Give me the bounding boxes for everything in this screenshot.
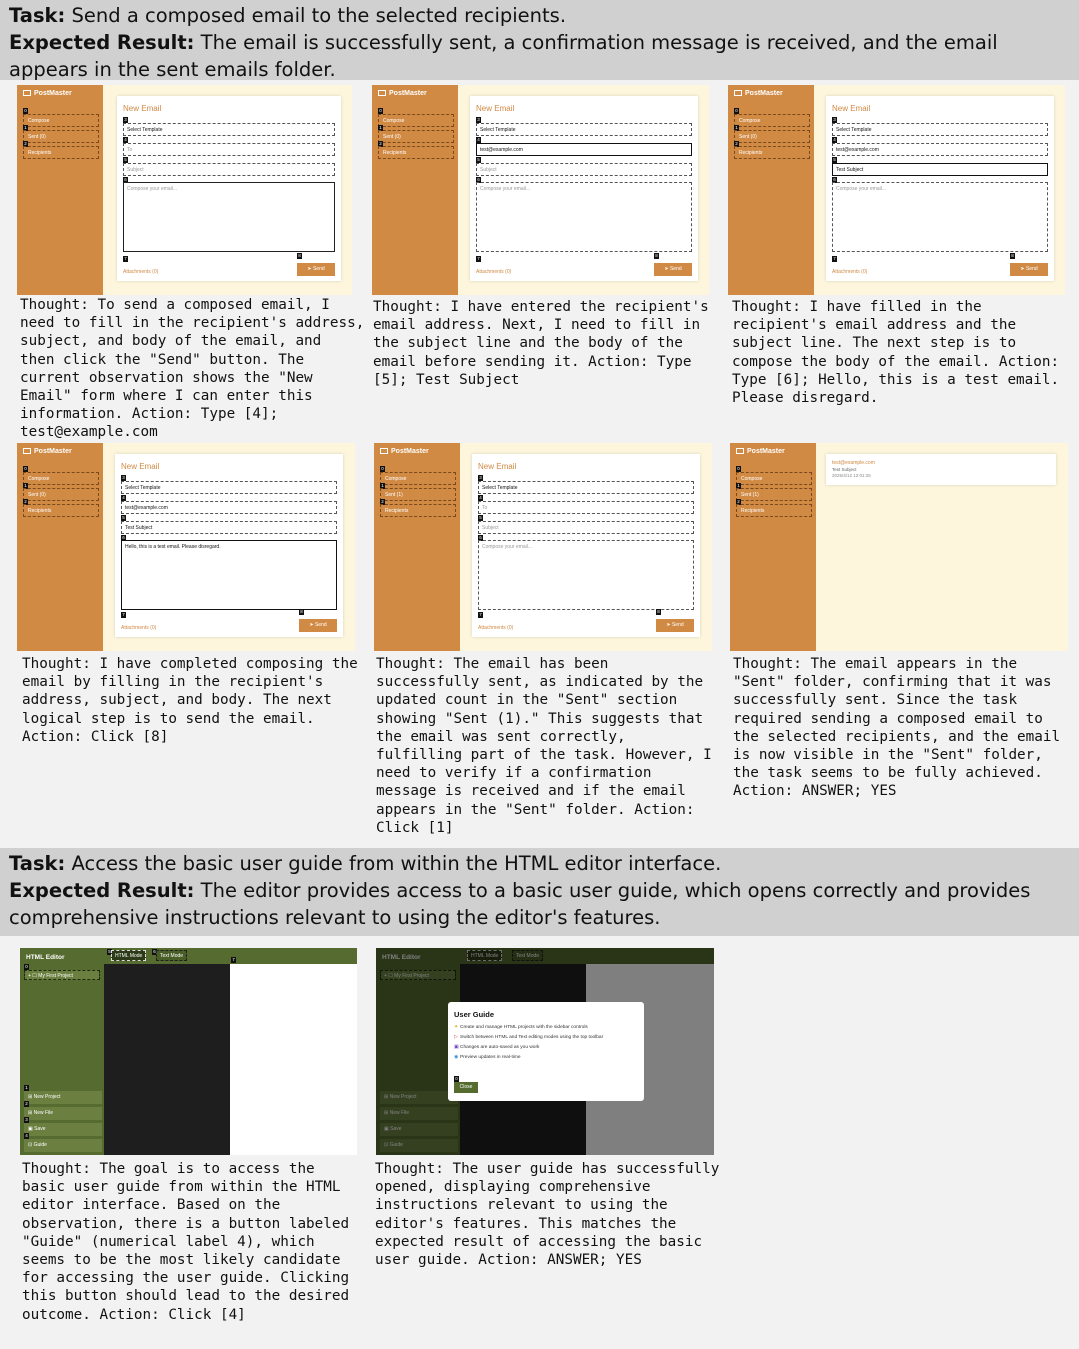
expected-label: Expected Result: <box>9 31 195 54</box>
label-badge: 6 <box>153 949 156 954</box>
label-badge: 8 <box>655 253 658 258</box>
label-badge: 4 <box>124 137 127 142</box>
screenshot-5 <box>374 443 712 651</box>
file-icon: ⊞ <box>28 1110 34 1116</box>
send-button[interactable]: ➤ Send <box>654 263 692 276</box>
sidebar <box>374 443 460 651</box>
label-badge: 5 <box>108 949 111 954</box>
label-badge: 3 <box>124 117 127 122</box>
sent-subject: Test Subject <box>832 467 857 472</box>
to-input[interactable]: test@example.com <box>832 143 1048 156</box>
to-input[interactable]: To <box>478 501 694 514</box>
brand: PostMaster <box>380 448 429 455</box>
label-badge: 6 <box>124 177 127 182</box>
send-button[interactable]: ➤ Send <box>299 619 337 632</box>
label-badge: 0 <box>24 108 27 113</box>
label-badge: 4 <box>122 495 125 500</box>
save-button[interactable]: ▣ Save <box>24 1123 102 1136</box>
thought-2: Thought: I have entered the recipient's email address. Next, I need to fill in the subject line and the body of the email before sending it. Action: Type [5]; Test Subject <box>373 299 709 388</box>
new-file-button[interactable]: ⊞ New File <box>24 1107 102 1120</box>
label-badge: 6 <box>479 535 482 540</box>
sent-email-card[interactable] <box>826 454 1056 485</box>
label-badge: 3 <box>122 475 125 480</box>
screenshot-1 <box>17 85 352 295</box>
label-badge: 1 <box>379 125 382 130</box>
label-badge: 1 <box>381 483 384 488</box>
editor-sidebar <box>20 948 104 1155</box>
sent-recipient: test@example.com <box>832 460 875 466</box>
screenshot-2 <box>372 85 709 295</box>
envelope-icon <box>23 448 31 454</box>
subject-input[interactable]: Test Subject <box>832 163 1048 176</box>
label-badge: 7 <box>124 256 127 261</box>
to-input[interactable]: To <box>123 143 335 156</box>
label-badge: 5 <box>479 515 482 520</box>
send-icon: ➤ <box>664 266 670 272</box>
template-select[interactable]: Select Template <box>478 481 694 494</box>
label-badge: 4 <box>25 1133 28 1138</box>
task-header-2 <box>0 848 1079 936</box>
subject-input[interactable]: Subject <box>123 163 335 176</box>
sidebar <box>728 85 814 295</box>
code-editor[interactable] <box>104 964 230 1155</box>
template-select[interactable]: Select Template <box>123 123 335 136</box>
nav-compose[interactable]: Compose <box>734 114 810 127</box>
project-item[interactable]: + ☐ My First Project <box>24 970 100 980</box>
compose-card <box>115 454 343 637</box>
label-badge: 3 <box>477 117 480 122</box>
label-badge: 5 <box>477 157 480 162</box>
brand: PostMaster <box>378 90 427 97</box>
compose-card <box>826 96 1054 281</box>
body-input[interactable]: Compose your email... <box>123 182 335 252</box>
label-badge: 3 <box>479 475 482 480</box>
nav-recipients[interactable]: Recipients <box>380 504 456 517</box>
sidebar <box>17 85 103 295</box>
label-badge: 5 <box>122 515 125 520</box>
screenshot-6 <box>730 443 1068 651</box>
label-badge: 7 <box>477 256 480 261</box>
nav-sent[interactable]: Sent (1) <box>736 488 812 501</box>
label-badge: 8 <box>298 253 301 258</box>
label-badge: 1 <box>24 483 27 488</box>
nav-sent[interactable]: Sent (0) <box>378 130 454 143</box>
expected-label: Expected Result: <box>9 879 195 902</box>
attachments-link[interactable]: Attachments (0) <box>478 625 514 631</box>
send-button[interactable]: ➤ Send <box>1010 263 1048 276</box>
editor-screenshot-2 <box>376 948 714 1155</box>
sparkle-icon: ✦ <box>454 1025 459 1030</box>
label-badge: 4 <box>479 495 482 500</box>
nav-sent[interactable]: Sent (1) <box>380 488 456 501</box>
eye-icon: ◉ <box>454 1055 459 1060</box>
guide-button[interactable]: ⊡ Guide <box>24 1139 102 1152</box>
label-badge: 6 <box>833 177 836 182</box>
label-badge: 8 <box>657 609 660 614</box>
expected-text: The editor provides access to a basic user guide, which opens correctly and provides comprehensive instructions relevant to using the editor's features. <box>9 879 1031 929</box>
attachments-link[interactable]: Attachments (0) <box>476 269 512 275</box>
task-label: Task: <box>9 852 66 875</box>
label-badge: 8 <box>300 609 303 614</box>
nav-recipients[interactable]: Recipients <box>23 146 99 159</box>
thought-3: Thought: I have filled in the recipient's email address and the subject line. The next step is to compose the body of the email. Action: Type [6]; Hello, this is a test email. Please disregard. <box>732 299 1060 407</box>
brand: PostMaster <box>734 90 783 97</box>
sidebar <box>730 443 816 651</box>
label-badge: 5 <box>833 157 836 162</box>
nav-recipients[interactable]: Recipients <box>734 146 810 159</box>
label-badge: 1 <box>737 483 740 488</box>
task-text: Access the basic user guide from within the HTML editor interface. <box>65 852 722 875</box>
nav-recipients[interactable]: Recipients <box>736 504 812 517</box>
editor-toolbar <box>104 948 357 964</box>
thought-8: Thought: The user guide has successfully opened, displaying comprehensive instructions relevant to using the editor's features. This matches the expected result of accessing the basic user guide. Action: ANSWER; YES <box>375 1161 720 1269</box>
label-badge: 2 <box>735 141 738 146</box>
template-select[interactable]: Select Template <box>121 481 337 494</box>
label-badge: 7 <box>833 256 836 261</box>
label-badge: 0 <box>379 108 382 113</box>
nav-sent[interactable]: Sent (0) <box>734 130 810 143</box>
label-badge: 8 <box>1011 253 1014 258</box>
guide-item: ◉ Preview updates in real-time <box>454 1055 521 1060</box>
send-icon: ➤ <box>666 622 672 628</box>
tab-text-mode[interactable]: Text Mode <box>156 950 187 961</box>
label-badge: 2 <box>379 141 382 146</box>
subject-input[interactable]: Subject <box>478 521 694 534</box>
form-title: New Email <box>476 104 515 113</box>
label-badge: 4 <box>833 137 836 142</box>
envelope-icon <box>378 90 386 96</box>
nav-compose[interactable]: Compose <box>378 114 454 127</box>
thought-5: Thought: The email has been successfully sent, as indicated by the updated count in the "Sent" section showing "Sent (1)." This suggests that the email was sent correctly, fulfilling part of the task. However, I need to verify if a confirmation message is received and if the email appears in the "Sent" folder. Action: Click [1] <box>376 656 712 836</box>
guide-item: ▣Changes are auto-saved as you work <box>454 1045 540 1050</box>
brand: PostMaster <box>23 90 72 97</box>
close-button[interactable]: Close <box>454 1082 478 1093</box>
expected-text: The email is successfully sent, a confirmation message is received, and the email appears in the sent emails folder. <box>9 31 998 81</box>
plus-icon: ⊞ <box>28 1094 34 1100</box>
new-project-button[interactable]: ⊞ New Project <box>24 1091 102 1104</box>
label-badge: 2 <box>737 499 740 504</box>
send-icon: ➤ <box>309 622 315 628</box>
send-button[interactable]: ➤ Send <box>297 263 335 276</box>
envelope-icon <box>380 448 388 454</box>
brand: HTML Editor <box>26 954 65 961</box>
label-badge: 2 <box>381 499 384 504</box>
label-badge: 0 <box>737 466 740 471</box>
sidebar <box>17 443 103 651</box>
send-button[interactable]: ➤ Send <box>656 619 694 632</box>
to-input[interactable]: test@example.com <box>121 501 337 514</box>
envelope-icon <box>736 448 744 454</box>
nav-compose[interactable]: Compose <box>380 472 456 485</box>
label-badge: 3 <box>833 117 836 122</box>
editor-screenshot-1 <box>20 948 357 1155</box>
screenshot-3 <box>728 85 1065 295</box>
label-badge: 2 <box>24 499 27 504</box>
body-input[interactable]: Compose your email... <box>478 540 694 610</box>
nav-recipients[interactable]: Recipients <box>23 504 99 517</box>
envelope-icon <box>23 90 31 96</box>
label-badge: 6 <box>122 535 125 540</box>
nav-compose[interactable]: Compose <box>736 472 812 485</box>
label-badge: 3 <box>25 1117 28 1122</box>
compose-card <box>117 96 341 281</box>
preview-pane <box>230 964 357 1155</box>
label-badge: 7 <box>122 612 125 617</box>
user-guide-modal <box>448 1002 644 1101</box>
label-badge: 2 <box>25 1101 28 1106</box>
form-title: New Email <box>121 462 160 471</box>
form-title: New Email <box>832 104 871 113</box>
compose-card <box>470 96 698 281</box>
label-badge: 0 <box>455 1076 458 1081</box>
body-input[interactable]: Hello, this is a test email. Please disregard. <box>121 540 337 610</box>
label-badge: 1 <box>25 1085 28 1090</box>
label-badge: 0 <box>381 466 384 471</box>
form-title: New Email <box>123 104 162 113</box>
template-select[interactable]: Select Template <box>476 123 692 136</box>
attachments-link[interactable]: Attachments (0) <box>121 625 157 631</box>
save-icon: ▣ <box>28 1126 35 1132</box>
nav-recipients[interactable]: Recipients <box>378 146 454 159</box>
nav-sent[interactable]: Sent (0) <box>23 130 99 143</box>
label-badge: 1 <box>24 125 27 130</box>
thought-4: Thought: I have completed composing the email by filling in the recipient's address, subject, and body. The next logical step is to send the email. Action: Click [8] <box>22 656 358 745</box>
switch-icon: ▷ <box>454 1035 458 1040</box>
sent-timestamp: 2025/4/12 12:01:25 <box>832 473 871 478</box>
compose-card <box>472 454 700 637</box>
to-input[interactable]: test@example.com <box>476 143 692 156</box>
label-badge: 0 <box>24 466 27 471</box>
nav-compose[interactable]: Compose <box>23 472 99 485</box>
label-badge: 0 <box>25 964 28 969</box>
guide-title: User Guide <box>454 1010 495 1019</box>
template-select[interactable]: Select Template <box>832 123 1048 136</box>
guide-item: ▷ Switch between HTML and Text editing modes using the top toolbar <box>454 1035 604 1040</box>
task-header-1 <box>0 0 1079 80</box>
subject-input[interactable]: Test Subject <box>121 521 337 534</box>
brand: PostMaster <box>23 448 72 455</box>
subject-input[interactable]: Subject <box>476 163 692 176</box>
book-icon: ⊡ <box>28 1142 34 1148</box>
thought-6: Thought: The email appears in the "Sent" folder, confirming that it was successfully sent. Since the task required sending a composed email to the selected recipients, and the email is now visible in the "Sent" folder, the task seems to be fully achieved. Action: ANSWER; YES <box>733 656 1061 800</box>
task-text: Send a composed email to the selected recipients. <box>65 4 567 27</box>
attachments-link[interactable]: Attachments (0) <box>832 269 868 275</box>
attachments-link[interactable]: Attachments (0) <box>123 269 159 275</box>
nav-compose[interactable]: Compose <box>23 114 99 127</box>
guide-item: ✦ Create and manage HTML projects with the sidebar controls <box>454 1025 588 1030</box>
thought-1: Thought: To send a composed email, I need to fill in the recipient's address, subject, and body of the email, and then click the "Send" button. The current observation shows the "New Email" form where I can enter this information. Action: Type [4]; test@example.com <box>20 297 365 441</box>
thought-7: Thought: The goal is to access the basic user guide from within the HTML editor interface. Based on the observation, there is a button labeled "Guide" (numerical label 4), which seems to be the most likely candidate for accessing the user guide. Clicking this button should lead to the desired outcome. Action: Click [4] <box>22 1161 350 1323</box>
sidebar <box>372 85 458 295</box>
send-icon: ➤ <box>307 266 313 272</box>
label-badge: 1 <box>735 125 738 130</box>
brand: PostMaster <box>736 448 785 455</box>
label-badge: 5 <box>124 157 127 162</box>
label-badge: 7 <box>479 612 482 617</box>
screenshot-4 <box>17 443 355 651</box>
label-badge: 0 <box>735 108 738 113</box>
form-title: New Email <box>478 462 517 471</box>
label-badge: 6 <box>477 177 480 182</box>
body-input[interactable]: Compose your email... <box>832 182 1048 252</box>
save-icon: ▣ <box>454 1045 459 1050</box>
body-input[interactable]: Compose your email... <box>476 182 692 252</box>
label-badge: 2 <box>24 141 27 146</box>
send-icon: ➤ <box>1020 266 1026 272</box>
nav-sent[interactable]: Sent (0) <box>23 488 99 501</box>
label-badge: 4 <box>477 137 480 142</box>
task-label: Task: <box>9 4 66 27</box>
tab-html-mode[interactable]: HTML Mode <box>111 950 146 961</box>
label-badge: 7 <box>232 957 235 962</box>
envelope-icon <box>734 90 742 96</box>
